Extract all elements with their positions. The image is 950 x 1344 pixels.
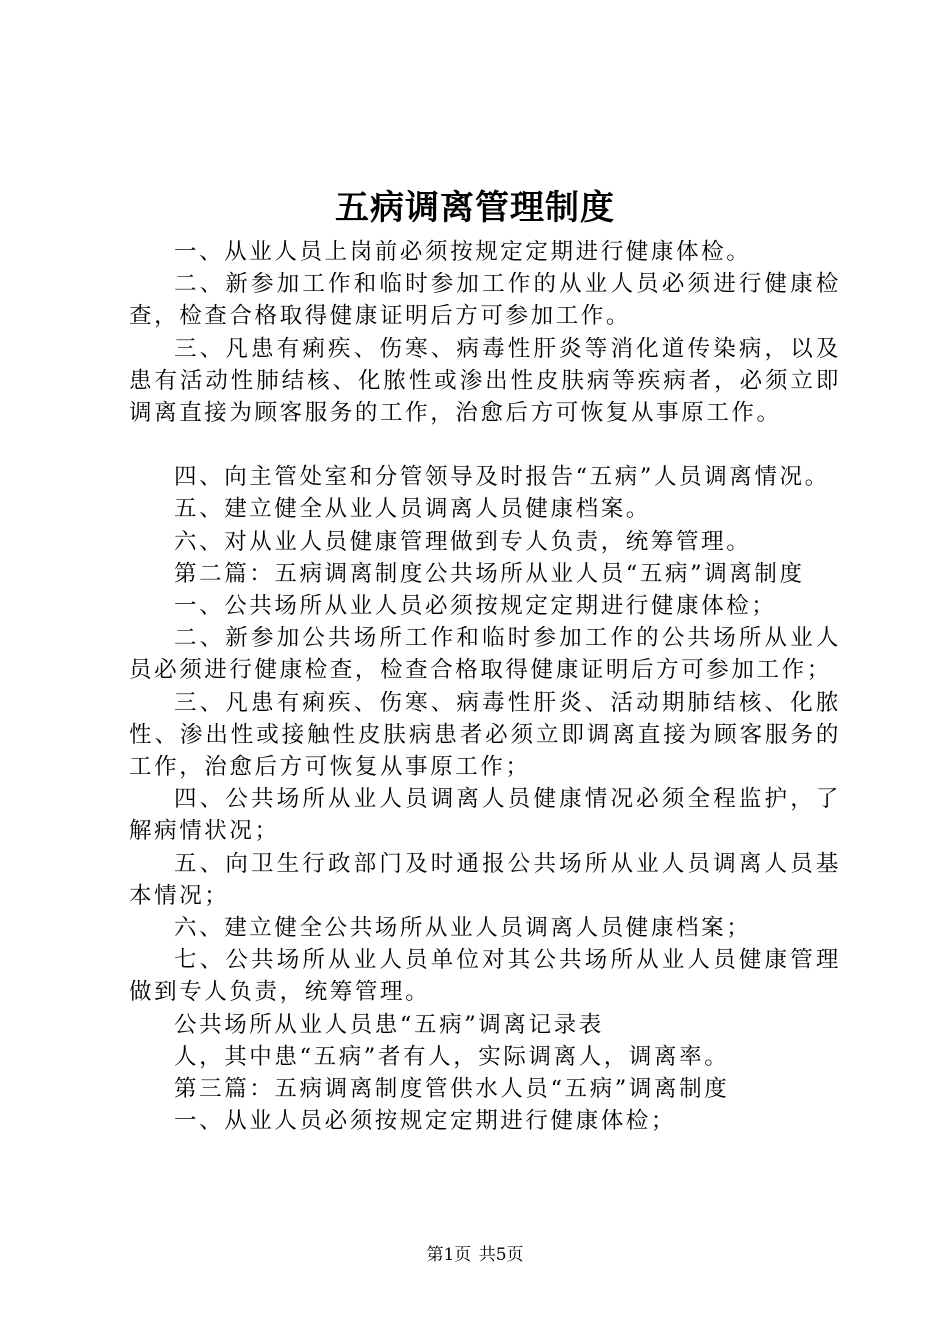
paragraph: 公共场所从业人员患“五病”调离记录表 (174, 1011, 604, 1038)
paragraph: 一、从业人员上岗前必须按规定定期进行健康体检。 (174, 239, 752, 265)
paragraph: 五、向卫生行政部门及时通报公共场所从业人员调离人员基本情况； (129, 850, 841, 909)
paragraph: 三、凡患有痢疾、伤寒、病毒性肝炎等消化道传染病，以及患有活动性肺结核、化脓性或渗出性皮肤病等疾病者，必须立即调离直接为顾客服务的工作，治愈后方可恢复从事原工作。 (129, 335, 841, 427)
paragraph: 三、凡患有痢疾、伤寒、病毒性肝炎、活动期肺结核、化脓性、渗出性或接触性皮肤病患者必须立即调离直接为顾客服务的工作，治愈后方可恢复从事原工作； (129, 689, 841, 781)
page-footer (0, 1244, 950, 1266)
paragraph: 五、建立健全从业人员调离人员健康档案。 (174, 496, 651, 523)
section-heading: 第三篇：五病调离制度管供水人员“五病”调离制度 (174, 1076, 730, 1103)
paragraph: 二、新参加工作和临时参加工作的从业人员必须进行健康检查，检查合格取得健康证明后方可参加工作。 (129, 271, 841, 330)
paragraph: 六、对从业人员健康管理做到专人负责，统筹管理。 (174, 528, 752, 555)
paragraph: 四、向主管处室和分管领导及时报告“五病”人员调离情况。 (174, 464, 830, 491)
paragraph: 四、公共场所从业人员调离人员健康情况必须全程监护，了解病情状况； (129, 786, 841, 845)
paragraph: 一、公共场所从业人员必须按规定定期进行健康体检； (174, 593, 777, 620)
paragraph: 六、建立健全公共场所从业人员调离人员健康档案； (174, 915, 752, 942)
document-title: 五病调离管理制度 (335, 188, 615, 228)
document-body (129, 236, 841, 1137)
page-total: 共5页 (478, 1245, 524, 1265)
page-number: 第1页 (426, 1245, 472, 1265)
paragraph: 人，其中患“五病”者有人，实际调离人，调离率。 (174, 1043, 730, 1070)
paragraph: 一、从业人员必须按规定定期进行健康体检； (174, 1108, 677, 1135)
paragraph: 七、公共场所从业人员单位对其公共场所从业人员健康管理做到专人负责，统筹管理。 (129, 947, 841, 1006)
section-heading: 第二篇：五病调离制度公共场所从业人员“五病”调离制度 (174, 560, 805, 587)
paragraph: 二、新参加公共场所工作和临时参加工作的公共场所从业人员必须进行健康检查，检查合格取得健康证明后方可参加工作； (129, 625, 841, 684)
